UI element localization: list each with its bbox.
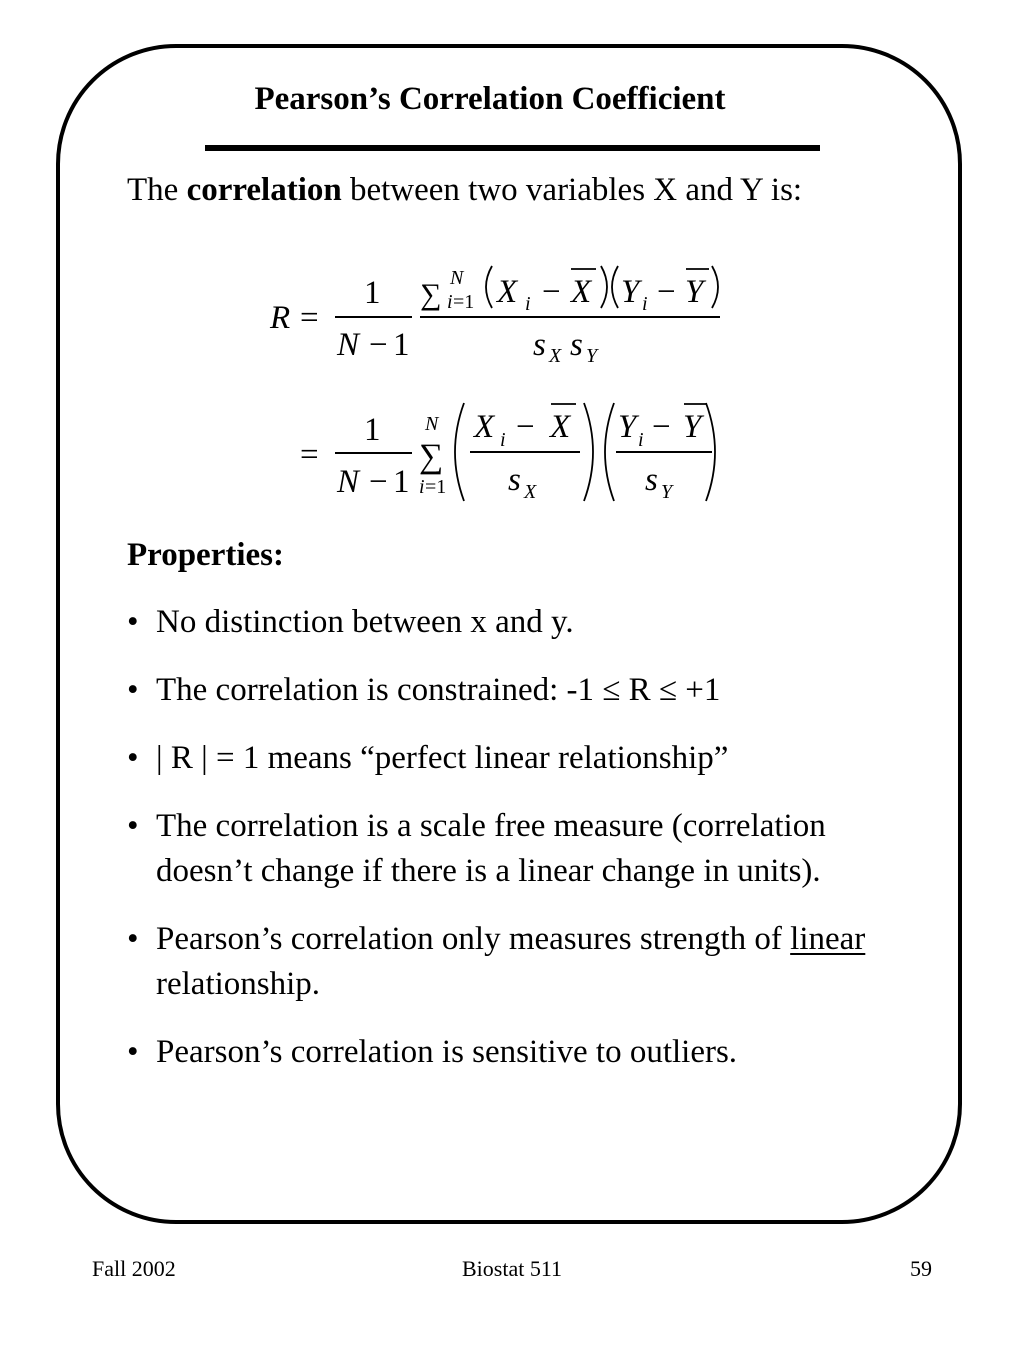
symbol-R: R (270, 300, 291, 336)
sum-symbol: ∑ (420, 278, 442, 311)
formula-line-1 (269, 266, 720, 367)
symbol-N: N (337, 327, 360, 363)
denominator-one: 1 (393, 327, 410, 363)
footer-course: Biostat 511 (461, 1256, 563, 1281)
bullet: • (127, 1034, 139, 1070)
denominator-one: 1 (393, 464, 410, 500)
formula-line-2 (300, 403, 715, 503)
footer-date: Fall 2002 (92, 1256, 176, 1281)
subscript-Y: Y (586, 345, 598, 367)
bullet: • (127, 921, 139, 957)
correlation-formula (0, 0, 1024, 520)
list-item: • The correlation is a scale free measure (correlation doesn’t change if there is a linear change in units). (127, 804, 887, 894)
slide-title: Pearson’s Correlation Coefficient (254, 81, 726, 117)
numerator-one: 1 (364, 275, 381, 311)
symbol-s: s (508, 462, 521, 498)
footer-page-number: 59 (910, 1256, 932, 1281)
sum-symbol: ∑ (419, 438, 444, 475)
underlined-word: linear (790, 921, 866, 957)
sum-lower-i: i (419, 476, 425, 498)
symbol-s: s (570, 327, 583, 363)
symbol-X-bar: X (571, 274, 592, 310)
minus-sign: − (369, 464, 388, 500)
list-item: • The correlation is constrained: -1 ≤ R ≤ +1 (127, 668, 887, 713)
bullet: • (127, 808, 139, 844)
list-item: • Pearson’s correlation only measures strength of linear relationship. (127, 917, 887, 1007)
sum-upper-N: N (450, 267, 464, 289)
intro-text: The correlation between two variables X and Y is: (127, 172, 803, 208)
minus-sign: − (369, 327, 388, 363)
subscript-i: i (525, 293, 531, 315)
left-paren (455, 403, 464, 501)
bullet: • (127, 740, 139, 776)
symbol-Y-bar: Y (685, 274, 704, 310)
sum-upper-N: N (425, 413, 439, 435)
equals-sign: = (300, 300, 319, 336)
numerator-one: 1 (364, 412, 381, 448)
sum-lower-i: i (447, 291, 453, 313)
symbol-s: s (645, 462, 658, 498)
right-paren (601, 266, 607, 308)
subscript-Y: Y (661, 481, 673, 503)
symbol-X-bar: X (550, 409, 571, 445)
subscript-i: i (638, 429, 644, 451)
subscript-X: X (524, 481, 537, 503)
equals-sign: = (300, 437, 319, 473)
subscript-i: i (642, 293, 648, 315)
properties-heading: Properties: (127, 537, 284, 573)
symbol-Y-bar: Y (683, 409, 702, 445)
bullet: • (127, 672, 139, 708)
subscript-X: X (549, 345, 562, 367)
symbol-X: X (497, 274, 518, 310)
right-paren (712, 266, 718, 308)
properties-list (127, 600, 887, 1098)
symbol-Y: Y (618, 409, 637, 445)
list-item: • | R | = 1 means “perfect linear relationship” (127, 736, 887, 781)
symbol-N: N (337, 464, 360, 500)
subscript-i: i (500, 429, 506, 451)
minus-sign: − (516, 409, 535, 445)
left-paren (605, 403, 614, 501)
minus-sign: − (652, 409, 671, 445)
left-paren (612, 266, 618, 308)
symbol-s: s (533, 327, 546, 363)
bullet: • (127, 604, 139, 640)
list-item: • Pearson’s correlation is sensitive to outliers. (127, 1030, 887, 1075)
symbol-Y: Y (621, 274, 640, 310)
left-paren (486, 266, 492, 308)
minus-sign: − (657, 274, 676, 310)
sum-lower-eq1: =1 (453, 291, 475, 313)
list-item: • No distinction between x and y. (127, 600, 887, 645)
symbol-X: X (474, 409, 495, 445)
right-paren (584, 403, 593, 501)
minus-sign: − (542, 274, 561, 310)
sum-lower-eq1: =1 (425, 476, 447, 498)
